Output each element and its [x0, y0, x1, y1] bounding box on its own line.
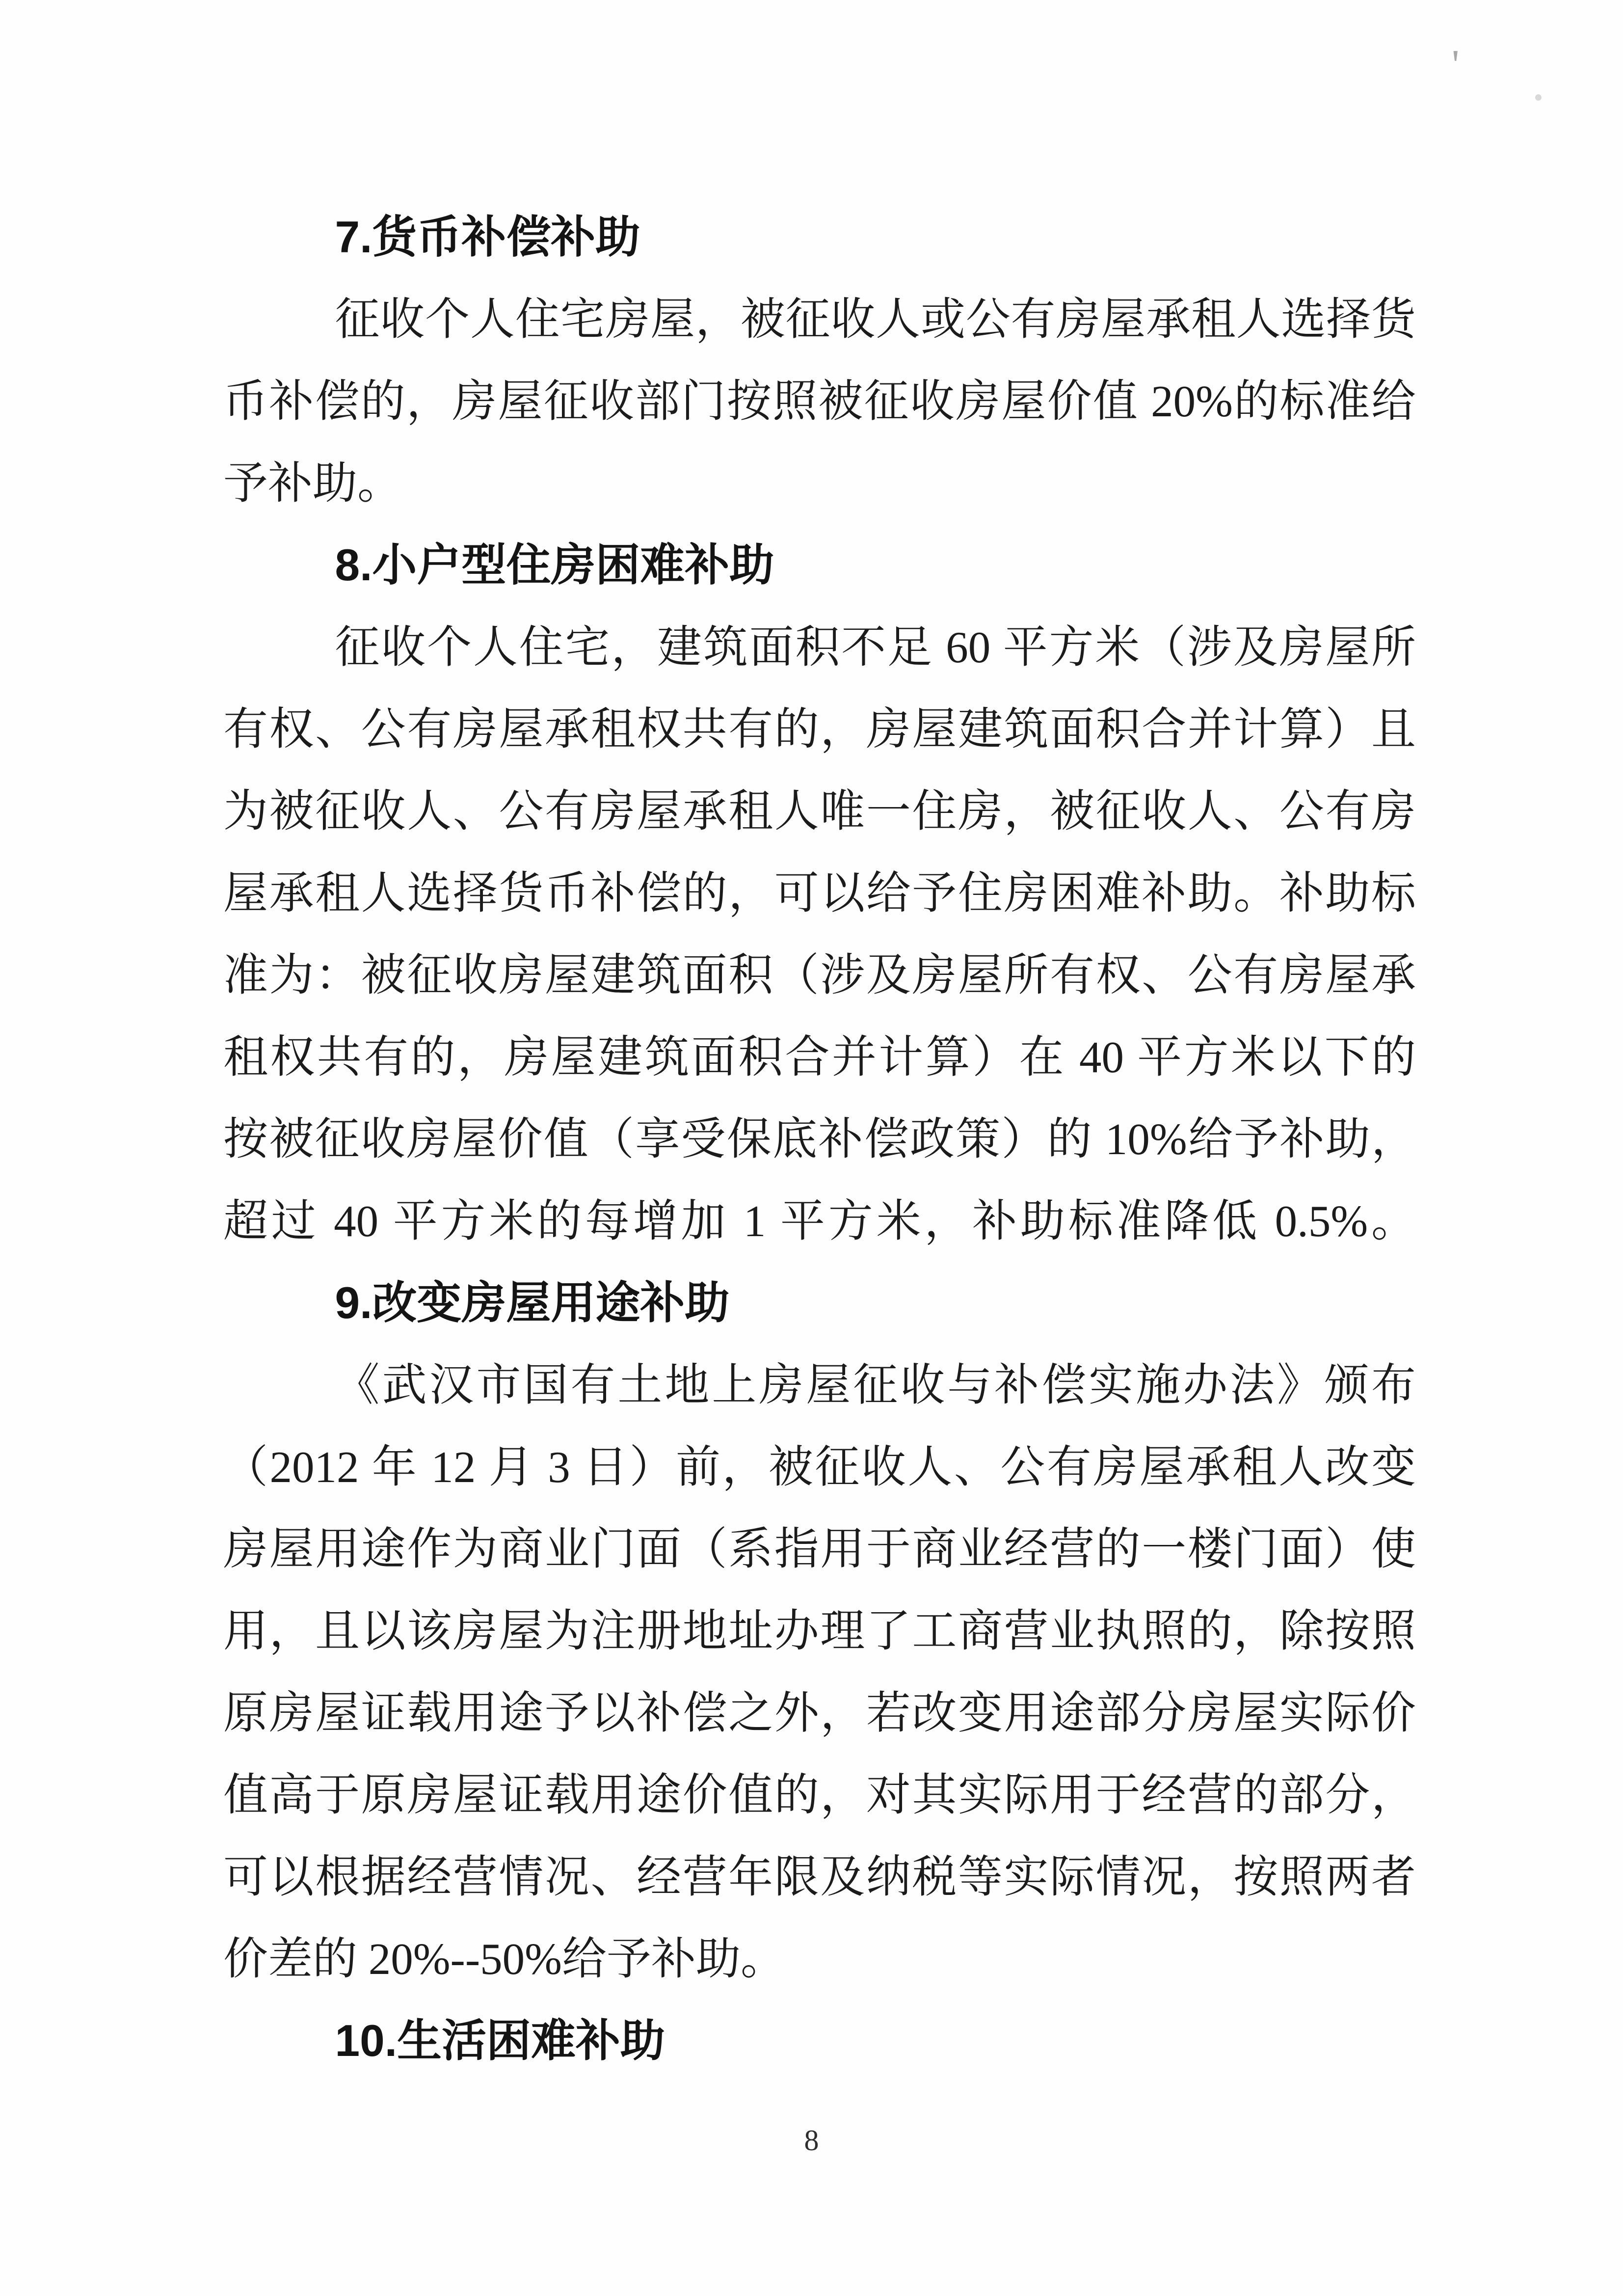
page-number: 8 — [804, 2124, 819, 2157]
document-body — [223, 196, 1416, 2082]
section-heading-10: 10.生活困难补助 — [335, 2016, 665, 2066]
paragraph-line: 征收个人住宅房屋，被征收人或公有房屋承租人选择货 — [335, 295, 1416, 344]
section-heading-8: 8.小户型住房困难补助 — [335, 540, 774, 590]
paragraph-line: 原房屋证载用途予以补偿之外，若改变用途部分房屋实际价 — [223, 1688, 1416, 1738]
scan-artifact-mark: ' — [1452, 41, 1460, 88]
section-heading-9: 9.改变房屋用途补助 — [335, 1278, 730, 1328]
paragraph-line: 值高于原房屋证载用途价值的，对其实际用于经营的部分， — [223, 1770, 1416, 1820]
paragraph-line: 租权共有的，房屋建筑面积合并计算）在 40 平方米以下的 — [223, 1032, 1416, 1082]
paragraph-line: （2012 年 12 月 3 日）前，被征收人、公有房屋承租人改变 — [223, 1442, 1416, 1492]
paragraph-line: 屋承租人选择货币补偿的，可以给予住房困难补助。补助标 — [223, 868, 1416, 918]
paragraph-line: 有权、公有房屋承租权共有的，房屋建筑面积合并计算）且 — [223, 704, 1416, 754]
paragraph-line: 用，且以该房屋为注册地址办理了工商营业执照的，除按照 — [223, 1606, 1416, 1656]
paragraph-line: 超过 40 平方米的每增加 1 平方米，补助标准降低 0.5%。 — [223, 1196, 1416, 1246]
paragraph-line: 为被征收人、公有房屋承租人唯一住房，被征收人、公有房 — [223, 786, 1416, 836]
paragraph-line: 按被征收房屋价值（享受保底补偿政策）的 10%给予补助， — [223, 1114, 1416, 1164]
paragraph-line: 予补助。 — [223, 459, 402, 508]
paragraph-line: 《武汉市国有土地上房屋征收与补偿实施办法》颁布 — [335, 1360, 1416, 1410]
paragraph-line: 价差的 20%--50%给予补助。 — [223, 1934, 785, 1984]
scan-artifact-dot — [1535, 94, 1542, 101]
paragraph-line: 房屋用途作为商业门面（系指用于商业经营的一楼门面）使 — [223, 1524, 1416, 1574]
section-heading-7: 7.货币补偿补助 — [335, 213, 640, 262]
paragraph-line: 准为：被征收房屋建筑面积（涉及房屋所有权、公有房屋承 — [223, 950, 1416, 1000]
paragraph-line: 征收个人住宅，建筑面积不足 60 平方米（涉及房屋所 — [335, 622, 1416, 672]
paragraph-line: 可以根据经营情况、经营年限及纳税等实际情况，按照两者 — [223, 1852, 1416, 1902]
paragraph-line: 币补偿的，房屋征收部门按照被征收房屋价值 20%的标准给 — [223, 377, 1416, 426]
